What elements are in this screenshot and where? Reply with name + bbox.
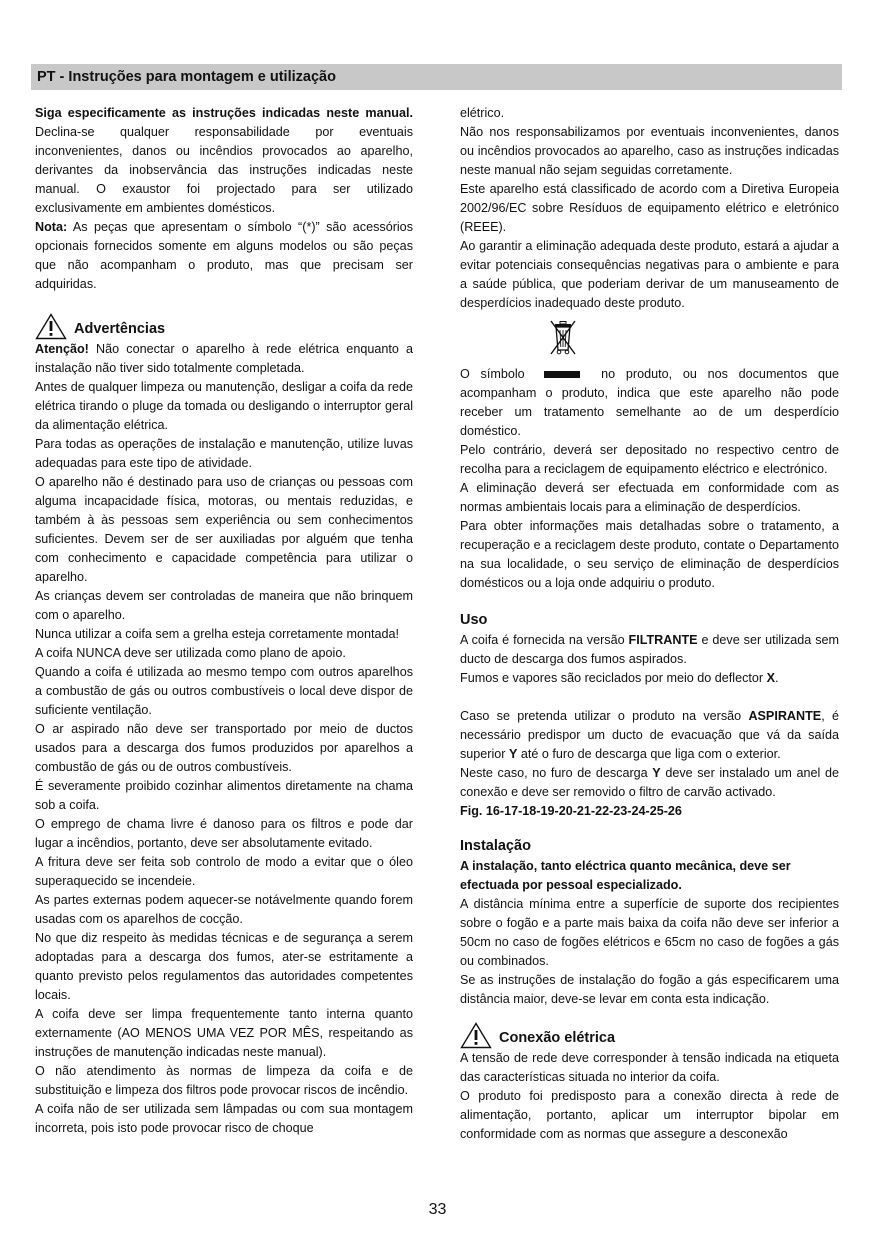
paragraph: elétrico. (460, 106, 505, 120)
paragraph: Não nos responsabilizamos por eventuais inconvenientes, danos ou incêndios provocados ao aparelho, caso as instruções indicadas neste manual não sejam seguidas corretamente. (460, 125, 839, 177)
warning-paragraph: A coifa deve ser limpa frequentemente tanto interna quanto externamente (AO MENOS UMA VEZ POR MÊS, respeitando as instruções de manutenção indicadas neste manual). (35, 1007, 413, 1059)
text-run: Neste caso, no furo de descarga (460, 766, 653, 780)
atencao-text: Não conectar o aparelho à rede elétrica enquanto a instalação não tiver sido totalmente completada. (35, 342, 413, 375)
right-column (460, 104, 839, 1144)
text-run: A coifa é fornecida na versão (460, 633, 629, 647)
uso-title: Uso (460, 612, 488, 628)
warning-paragraph: O ar aspirado não deve ser transportado por meio de ductos usados para a descarga dos fumos produzidos por aparelhos a combustão de gás ou de outros combustíveis. (35, 722, 413, 774)
section-header (31, 64, 842, 90)
deflector-label: X (766, 671, 776, 685)
symbol-text-post: no produto, ou nos documentos que acompanham o produto, indica que este aparelho não pode receber um tratamento semelhante ao de um desperdício doméstico. (460, 367, 839, 438)
left-column (35, 104, 413, 1138)
warning-paragraph: Quando a coifa é utilizada ao mesmo tempo com outros aparelhos a combustão de gás ou outros combustíveis o local deve dispor de suficiente ventilação. (35, 665, 413, 717)
figure-reference: Fig. 16-17-18-19-20-21-22-23-24-25-26 (460, 804, 682, 818)
conexao-paragraph: A tensão de rede deve corresponder à tensão indicada na etiqueta das características situada no interior da coifa. (460, 1051, 839, 1084)
conexao-title: Conexão elétrica (499, 1030, 616, 1046)
warning-paragraph: As crianças devem ser controladas de maneira que não brinquem com o aparelho. (35, 589, 413, 622)
page-number: 33 (428, 1201, 447, 1218)
text-run: até o furo de descarga que liga com o exterior. (517, 747, 781, 761)
text-run: , é necessário predispor um ducto de evacuação que vá da saída superior (460, 709, 839, 761)
paragraph: A eliminação deverá ser efectuada em conformidade com as normas ambientais locais para a eliminação de desperdícios. (460, 481, 839, 514)
intro-text: Declina-se qualquer responsabilidade por eventuais inconvenientes, danos ou incêndios provocados ao aparelho, derivantes da inobservância das instruções indicadas neste manual. O exaustor foi projectado para ser utilizado exclusivamente em ambientes domésticos. (35, 125, 413, 215)
crossed-bin-icon (548, 319, 578, 357)
warning-paragraph: É severamente proibido cozinhar alimentos diretamente na chama sob a coifa. (35, 779, 413, 812)
aspirante-label: ASPIRANTE (748, 709, 822, 723)
filtrante-label: FILTRANTE (628, 633, 698, 647)
text-run: Fumos e vapores são reciclados por meio do deflector (460, 671, 767, 685)
warning-triangle-icon (460, 1022, 492, 1049)
text-run: deve ser instalado um anel de conexão e deve ser removido o filtro de carvão activado. (460, 766, 839, 799)
warning-paragraph: O aparelho não é destinado para uso de crianças ou pessoas com alguma incapacidade física, motoras, ou mentais reduzidas, e também à às pessoas sem experiência ou sem conhecimentos suficientes. Devem ser de ser auxiliadas por alguém que tenha com conhecimento e capacidade competência para utilizar o aparelho. (35, 475, 413, 584)
uso-paragraph (460, 764, 839, 802)
nota-text: As peças que apresentam o símbolo “(*)” são acessórios opcionais fornecidos somente em alguns modelos ou são peças que não acompanham o produto, mas que precisam ser adquiridas. (35, 220, 413, 291)
warning-paragraph: No que diz respeito às medidas técnicas e de segurança a serem adoptadas para a descarga dos fumos, ater-se estritamente a quanto previsto pelos regulamentos das autoridades competentes locais. (35, 931, 413, 1002)
outlet-label: Y (652, 766, 661, 780)
warnings-title: Advertências (74, 321, 166, 337)
paragraph: Este aparelho está classificado de acordo com a Diretiva Europeia 2002/96/EC sobre Resíduos de equipamento elétrico e eletrónico (REEE). (460, 182, 839, 234)
warning-paragraph: A fritura deve ser feita sob controlo de modo a evitar que o óleo superaquecido se incendeie. (35, 855, 413, 888)
atencao-paragraph (35, 340, 413, 378)
warning-paragraph: A coifa não de ser utilizada sem lâmpadas ou com sua montagem incorreta, pois isto pode provocar risco de choque (35, 1102, 413, 1135)
weee-symbol-paragraph (460, 365, 839, 441)
uso-paragraph (460, 707, 839, 764)
symbol-text-pre: O símbolo (460, 367, 525, 381)
atencao-label: Atenção! (35, 342, 89, 356)
instalacao-bold: A instalação, tanto eléctrica quanto mecânica, deve ser efectuada por pessoal especializado. (460, 859, 791, 892)
paragraph: Ao garantir a eliminação adequada deste produto, estará a ajudar a evitar potenciais consequências negativas para o ambiente e para a saúde pública, que poderiam derivar de um manuseamento de desperdícios inadequado deste produto. (460, 239, 839, 310)
intro-paragraph (35, 104, 413, 218)
warning-paragraph: Para todas as operações de instalação e manutenção, utilize luvas adequadas para este tipo de atividade. (35, 437, 413, 470)
uso-paragraph (460, 631, 839, 669)
text-run: . (775, 671, 779, 685)
warning-paragraph: O emprego de chama livre é danoso para os filtros e pode dar lugar a incêndios, portanto, deve ser absolutamente evitado. (35, 817, 413, 850)
conexao-paragraph: O produto foi predisposto para a conexão directa à rede de alimentação, portanto, aplicar um interruptor bipolar em conformidade com as normas que assegure a desconexão (460, 1089, 839, 1141)
warning-triangle-icon (35, 313, 67, 340)
warning-paragraph: O não atendimento às normas de limpeza da coifa e de substituição e limpeza dos filtros pode provocar riscos de incêndio. (35, 1064, 413, 1097)
instalacao-title: Instalação (460, 838, 531, 854)
outlet-label: Y (509, 747, 518, 761)
intro-bold: Siga especificamente as instruções indicadas neste manual. (35, 106, 413, 120)
weee-bar-icon (535, 368, 590, 382)
header-title: PT - Instruções para montagem e utilização (37, 69, 336, 85)
warning-paragraph: Nunca utilizar a coifa sem a grelha esteja corretamente montada! (35, 627, 400, 641)
text-run: e deve ser utilizada sem ducto de descarga dos fumos aspirados. (460, 633, 839, 666)
instalacao-paragraph: Se as instruções de instalação do fogão a gás especificarem uma distância maior, deve-se levar em conta esta indicação. (460, 973, 839, 1006)
nota-label: Nota: (35, 220, 68, 234)
conexao-heading (460, 1019, 839, 1049)
instalacao-paragraph: A distância mínima entre a superfície de suporte dos recipientes sobre o fogão e a parte mais baixa da coifa não deve ser inferior a 50cm no caso de fogões elétricos e 65cm no caso de fogões a gás ou combinados. (460, 897, 839, 968)
paragraph: Para obter informações mais detalhadas sobre o tratamento, a recuperação e a reciclagem deste produto, contate o Departamento na sua localidade, o seu serviço de eliminação de desperdícios domésticos ou a loja onde adquiriu o produto. (460, 519, 839, 590)
warnings-heading (35, 310, 413, 340)
paragraph: Pelo contrário, deverá ser depositado no respectivo centro de recolha para a reciclagem de equipamento eléctrico e electrónico. (460, 443, 839, 476)
nota-paragraph (35, 218, 413, 294)
warning-paragraph: Antes de qualquer limpeza ou manutenção, desligar a coifa da rede elétrica tirando o pluge da tomada ou desligando o interruptor geral da alimentação elétrica. (35, 380, 413, 432)
warning-paragraph: As partes externas podem aquecer-se notávelmente quando forem usadas com os aparelhos de cocção. (35, 893, 413, 926)
uso-paragraph (460, 669, 839, 688)
warning-paragraph: A coifa NUNCA deve ser utilizada como plano de apoio. (35, 646, 346, 660)
text-run: Caso se pretenda utilizar o produto na versão (460, 709, 749, 723)
